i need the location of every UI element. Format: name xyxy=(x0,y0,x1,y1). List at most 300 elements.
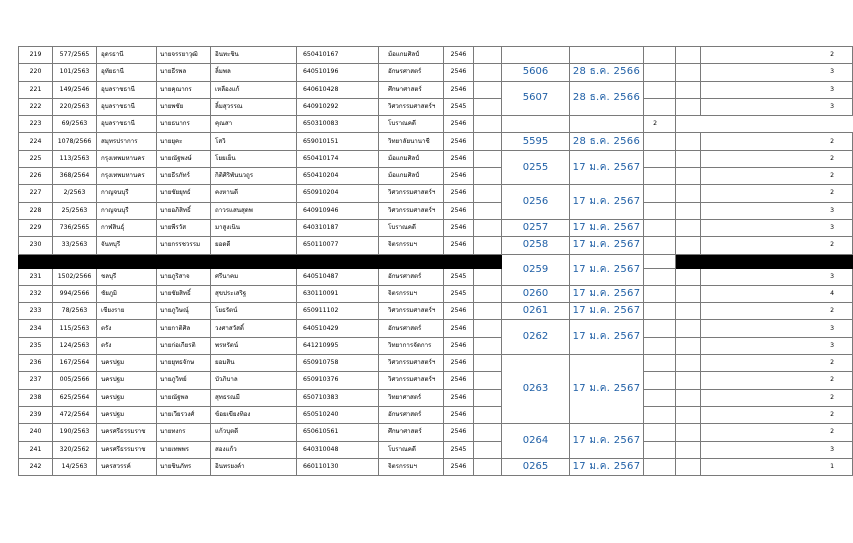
cell-sid: 640510487 xyxy=(297,268,379,285)
cell-no: 222 xyxy=(19,98,53,115)
cell-blank xyxy=(474,168,502,185)
cell-dept: ม้อแกมศิลป์ xyxy=(379,47,444,64)
cell-no: 220 xyxy=(19,64,53,81)
cell-blank xyxy=(644,320,676,337)
cell-no: 226 xyxy=(19,168,53,185)
cell-blank xyxy=(676,389,701,406)
cell-fname: นายธีรภัทร์ xyxy=(157,168,211,185)
doc-number: 0260 xyxy=(502,285,570,302)
cell-blank xyxy=(474,424,502,441)
cell-code: 115/2563 xyxy=(53,320,97,337)
cell-year: 2545 xyxy=(444,268,474,285)
cell-fname: นายเวียรวงศ์ xyxy=(157,406,211,423)
table-body xyxy=(19,47,853,476)
cell-dept: ศึกษาศาสตร์ xyxy=(379,424,444,441)
cell-lname: อินทรยงค์า xyxy=(211,458,297,475)
cell-blank xyxy=(474,81,502,98)
cell-dept: อักษรศาสตร์ xyxy=(379,64,444,81)
cell-code: 69/2563 xyxy=(53,116,97,133)
cell-no: 224 xyxy=(19,133,53,150)
cell-count: 2 xyxy=(701,303,853,320)
registry-table xyxy=(18,46,853,476)
cell-blank xyxy=(676,64,701,81)
cell-year: 2546 xyxy=(444,355,474,372)
cell-fname: นายภูวิษณุ์ xyxy=(157,303,211,320)
cell-dept: วิศวกรรมศาสตร์ฯ xyxy=(379,98,444,115)
cell-no: 228 xyxy=(19,202,53,219)
cell-blank xyxy=(644,441,676,458)
cell-blank xyxy=(474,303,502,320)
doc-date: 17 ม.ค. 2567 xyxy=(570,285,644,302)
cell-sid: 640310048 xyxy=(297,441,379,458)
table-row xyxy=(19,441,853,458)
cell-dept: ม้อแกมศิลป์ xyxy=(379,168,444,185)
cell-blank xyxy=(644,355,676,372)
cell-blank xyxy=(474,389,502,406)
table-row xyxy=(19,424,853,441)
cell-blank xyxy=(676,219,701,236)
cell-count: 3 xyxy=(701,64,853,81)
cell-blank xyxy=(474,185,502,202)
cell-blank xyxy=(474,320,502,337)
table-row xyxy=(19,372,853,389)
cell-blank xyxy=(676,150,701,167)
cell-lname: ยอมสิน xyxy=(211,355,297,372)
cell-code: 167/2564 xyxy=(53,355,97,372)
cell-dept: วิทยาลัยนานาชี xyxy=(379,133,444,150)
cell-lname: พรหรัตน์ xyxy=(211,337,297,354)
separator-row xyxy=(19,254,853,268)
separator-cell xyxy=(701,254,853,268)
cell-sid: 659010151 xyxy=(297,133,379,150)
cell-dept: ม้อแกมศิลป์ xyxy=(379,150,444,167)
cell-sid: 650911102 xyxy=(297,303,379,320)
separator-cell xyxy=(474,254,502,268)
cell-blank xyxy=(644,372,676,389)
cell-blank xyxy=(676,406,701,423)
cell-dept: จิตรกรรมฯ xyxy=(379,458,444,475)
cell-fname: นายคุณากร xyxy=(157,81,211,98)
cell-year: 2546 xyxy=(444,116,474,133)
cell-fname: นายยุคะ xyxy=(157,133,211,150)
cell-lname: โยยเย็น xyxy=(211,150,297,167)
cell-blank xyxy=(644,458,676,475)
cell-year: 2546 xyxy=(444,64,474,81)
cell-prov: อุบลราชธานี xyxy=(97,98,157,115)
separator-cell xyxy=(53,254,97,268)
cell-blank xyxy=(474,202,502,219)
cell-dept: อักษรศาสตร์ xyxy=(379,268,444,285)
cell-code: 368/2564 xyxy=(53,168,97,185)
cell-blank xyxy=(644,150,676,167)
cell-prov: อุบลราชธานี xyxy=(97,116,157,133)
cell-count: 3 xyxy=(701,268,853,285)
cell-blank xyxy=(474,219,502,236)
cell-blank xyxy=(644,424,676,441)
cell-dept: โบราณคดี xyxy=(379,116,444,133)
cell-sid: 650910376 xyxy=(297,372,379,389)
cell-count: 2 xyxy=(701,389,853,406)
doc-date: 17 ม.ค. 2567 xyxy=(570,458,644,475)
cell-blank xyxy=(644,303,676,320)
cell-fname: นายทงกร xyxy=(157,424,211,441)
doc-date: 28 ธ.ค. 2566 xyxy=(570,133,644,150)
cell-code: 2/2563 xyxy=(53,185,97,202)
doc-number: 0262 xyxy=(502,320,570,355)
table-row xyxy=(19,47,853,64)
table-row xyxy=(19,237,853,254)
cell-prov: นครปฐม xyxy=(97,389,157,406)
cell-blank xyxy=(644,47,676,64)
cell-lname: กิติศิริพันนวถูร xyxy=(211,168,297,185)
cell-code: 625/2564 xyxy=(53,389,97,406)
doc-number: 5607 xyxy=(502,81,570,116)
doc-date: 17 ม.ค. 2567 xyxy=(570,355,644,424)
cell-fname: นายพีรวัส xyxy=(157,219,211,236)
cell-blank xyxy=(644,64,676,81)
cell-fname: นายอภิสิทธิ์ xyxy=(157,202,211,219)
cell-code: 101/2563 xyxy=(53,64,97,81)
cell-no: 231 xyxy=(19,268,53,285)
cell-no: 229 xyxy=(19,219,53,236)
cell-sid: 640510429 xyxy=(297,320,379,337)
cell-no: 239 xyxy=(19,406,53,423)
cell-dept: โบราณคดี xyxy=(379,441,444,458)
cell-fname: นายก่อเกียรติ xyxy=(157,337,211,354)
cell-blank xyxy=(644,389,676,406)
doc-date: 17 ม.ค. 2567 xyxy=(570,219,644,236)
cell-prov: นครปฐม xyxy=(97,355,157,372)
cell-blank xyxy=(676,372,701,389)
cell-year: 2545 xyxy=(444,441,474,458)
table-row xyxy=(19,285,853,302)
cell-count: 3 xyxy=(701,202,853,219)
cell-code: 149/2546 xyxy=(53,81,97,98)
doc-date xyxy=(570,47,644,64)
cell-prov: อุทัยธานี xyxy=(97,64,157,81)
cell-year: 2546 xyxy=(444,202,474,219)
doc-date: 17 ม.ค. 2567 xyxy=(570,185,644,220)
cell-blank xyxy=(676,202,701,219)
separator-cell xyxy=(644,254,676,268)
cell-prov: จันทบุรี xyxy=(97,237,157,254)
cell-fname: นายณัฐพล xyxy=(157,389,211,406)
cell-code: 1502/2566 xyxy=(53,268,97,285)
cell-count: 2 xyxy=(701,406,853,423)
cell-blank xyxy=(644,81,676,98)
cell-no: 232 xyxy=(19,285,53,302)
cell-prov: อุบลราชธานี xyxy=(97,81,157,98)
cell-blank xyxy=(644,185,676,202)
cell-blank xyxy=(676,303,701,320)
cell-blank xyxy=(676,424,701,441)
cell-blank xyxy=(474,355,502,372)
cell-year: 2546 xyxy=(444,320,474,337)
cell-lname: ยอดดี xyxy=(211,237,297,254)
doc-date: 28 ธ.ค. 2566 xyxy=(570,64,644,81)
cell-blank xyxy=(474,237,502,254)
cell-dept: วิศวกรรมศาสตร์ฯ xyxy=(379,355,444,372)
cell-fname: นายภูวิทย์ xyxy=(157,372,211,389)
cell-no: 225 xyxy=(19,150,53,167)
cell-no: 238 xyxy=(19,389,53,406)
table-row xyxy=(19,320,853,337)
cell-count: 3 xyxy=(701,337,853,354)
cell-blank xyxy=(644,268,676,285)
cell-count: 3 xyxy=(701,98,853,115)
cell-dept: วิศวกรรมศาสตร์ฯ xyxy=(379,303,444,320)
cell-code: 320/2562 xyxy=(53,441,97,458)
table-row xyxy=(19,185,853,202)
cell-blank xyxy=(644,337,676,354)
cell-count: 2 xyxy=(701,133,853,150)
cell-count: 3 xyxy=(701,219,853,236)
cell-blank xyxy=(676,98,701,115)
cell-fname: นายพชัย xyxy=(157,98,211,115)
cell-fname: นายกรรชวรรม xyxy=(157,237,211,254)
separator-cell xyxy=(211,254,297,268)
cell-prov: เชียงราย xyxy=(97,303,157,320)
cell-fname: นายชัยยุทธ์ xyxy=(157,185,211,202)
cell-code: 124/2563 xyxy=(53,337,97,354)
separator-cell xyxy=(379,254,444,268)
cell-sid: 650410174 xyxy=(297,150,379,167)
cell-prov: กาญจนบุรี xyxy=(97,202,157,219)
cell-sid: 650610561 xyxy=(297,424,379,441)
cell-lname: ลิ้มพล xyxy=(211,64,297,81)
cell-lname: บัวภิบาล xyxy=(211,372,297,389)
cell-no: 235 xyxy=(19,337,53,354)
cell-code: 472/2564 xyxy=(53,406,97,423)
cell-blank xyxy=(474,441,502,458)
cell-sid: 650310083 xyxy=(297,116,379,133)
cell-dept: วิทยาศาสตร์ xyxy=(379,389,444,406)
doc-date: 17 ม.ค. 2567 xyxy=(570,424,644,459)
cell-fname: นายเทพพร xyxy=(157,441,211,458)
cell-blank xyxy=(644,133,676,150)
cell-count: 3 xyxy=(701,81,853,98)
cell-sid: 650910204 xyxy=(297,185,379,202)
cell-sid: 640510196 xyxy=(297,64,379,81)
cell-lname: โยธรัตน์ xyxy=(211,303,297,320)
cell-year: 2546 xyxy=(444,372,474,389)
cell-code: 220/2563 xyxy=(53,98,97,115)
cell-fname: นายชินภัทร xyxy=(157,458,211,475)
cell-lname: ลิ้มสุวรรณ xyxy=(211,98,297,115)
doc-number: 0259 xyxy=(502,254,570,285)
cell-blank xyxy=(676,285,701,302)
cell-lname: ถาวรแสนสุดพ xyxy=(211,202,297,219)
table-row xyxy=(19,389,853,406)
cell-code: 1078/2566 xyxy=(53,133,97,150)
cell-prov: นครสวรรค์ xyxy=(97,458,157,475)
table-row xyxy=(19,133,853,150)
separator-cell xyxy=(444,254,474,268)
cell-code: 25/2563 xyxy=(53,202,97,219)
cell-blank xyxy=(644,98,676,115)
cell-year: 2546 xyxy=(444,168,474,185)
cell-prov: ชัยภูมิ xyxy=(97,285,157,302)
doc-date: 17 ม.ค. 2567 xyxy=(570,237,644,254)
cell-sid: 630110091 xyxy=(297,285,379,302)
cell-blank xyxy=(474,285,502,302)
cell-lname: ข้อยเขียงทิอง xyxy=(211,406,297,423)
cell-year: 2546 xyxy=(444,303,474,320)
cell-prov: สมุทรปราการ xyxy=(97,133,157,150)
cell-count: 4 xyxy=(701,285,853,302)
cell-no: 219 xyxy=(19,47,53,64)
cell-fname: นายธนากร xyxy=(157,116,211,133)
cell-year: 2545 xyxy=(444,98,474,115)
doc-number: 0265 xyxy=(502,458,570,475)
cell-blank xyxy=(676,168,701,185)
cell-no: 237 xyxy=(19,372,53,389)
cell-sid: 660110130 xyxy=(297,458,379,475)
doc-number: 0264 xyxy=(502,424,570,459)
cell-no: 236 xyxy=(19,355,53,372)
cell-year: 2546 xyxy=(444,406,474,423)
cell-blank xyxy=(474,268,502,285)
cell-lname: เหลืองแก้ xyxy=(211,81,297,98)
cell-prov: กรุงเทพมหานคร xyxy=(97,168,157,185)
cell-fname: นายภูริสาจ xyxy=(157,268,211,285)
cell-blank xyxy=(474,64,502,81)
cell-code: 994/2566 xyxy=(53,285,97,302)
doc-number: 5606 xyxy=(502,64,570,81)
cell-blank xyxy=(474,116,502,133)
table-row xyxy=(19,406,853,423)
cell-year: 2546 xyxy=(444,424,474,441)
cell-blank xyxy=(644,237,676,254)
cell-no: 221 xyxy=(19,81,53,98)
cell-prov: กาญจนบุรี xyxy=(97,185,157,202)
doc-number: 0261 xyxy=(502,303,570,320)
table-row xyxy=(19,202,853,219)
separator-cell xyxy=(676,254,701,268)
cell-dept: ศึกษาศาสตร์ xyxy=(379,81,444,98)
cell-year: 2546 xyxy=(444,47,474,64)
doc-date: 28 ธ.ค. 2566 xyxy=(570,81,644,116)
cell-blank xyxy=(644,168,676,185)
cell-count: 2 xyxy=(644,116,676,133)
cell-blank xyxy=(644,406,676,423)
cell-dept: โบราณคดี xyxy=(379,219,444,236)
cell-code: 005/2566 xyxy=(53,372,97,389)
cell-blank xyxy=(474,98,502,115)
cell-no: 240 xyxy=(19,424,53,441)
cell-fname: นายยุทธจักษ xyxy=(157,355,211,372)
cell-year: 2546 xyxy=(444,389,474,406)
cell-code: 78/2563 xyxy=(53,303,97,320)
cell-code: 736/2565 xyxy=(53,219,97,236)
cell-count: 2 xyxy=(701,150,853,167)
cell-count: 2 xyxy=(701,355,853,372)
doc-date: 17 ม.ค. 2567 xyxy=(570,303,644,320)
doc-number: 0258 xyxy=(502,237,570,254)
cell-dept: จิตรกรรมฯ xyxy=(379,285,444,302)
cell-code: 577/2565 xyxy=(53,47,97,64)
cell-blank xyxy=(644,219,676,236)
cell-sid: 641210995 xyxy=(297,337,379,354)
cell-prov: นครปฐม xyxy=(97,372,157,389)
registry-sheet xyxy=(18,46,834,476)
cell-no: 233 xyxy=(19,303,53,320)
cell-sid: 650410204 xyxy=(297,168,379,185)
cell-fname: นายธีรพล xyxy=(157,64,211,81)
cell-blank xyxy=(474,150,502,167)
cell-prov: นครศรีธรรมราช xyxy=(97,424,157,441)
cell-count: 3 xyxy=(701,320,853,337)
cell-dept: วิทยาการจัดการ xyxy=(379,337,444,354)
cell-dept: จิตรกรรมฯ xyxy=(379,237,444,254)
table-row xyxy=(19,355,853,372)
cell-sid: 640610428 xyxy=(297,81,379,98)
cell-lname: คงหานดี xyxy=(211,185,297,202)
doc-date: 17 ม.ค. 2567 xyxy=(570,320,644,355)
cell-blank xyxy=(676,133,701,150)
cell-count: 2 xyxy=(701,47,853,64)
cell-blank xyxy=(676,185,701,202)
cell-no: 230 xyxy=(19,237,53,254)
cell-year: 2546 xyxy=(444,185,474,202)
cell-year: 2545 xyxy=(444,285,474,302)
cell-fname: นายจรรยาวุฒิ xyxy=(157,47,211,64)
cell-count: 2 xyxy=(701,185,853,202)
doc-number xyxy=(502,47,570,64)
table-row xyxy=(19,268,853,285)
cell-prov: ตรัง xyxy=(97,337,157,354)
cell-blank xyxy=(644,202,676,219)
separator-cell xyxy=(19,254,53,268)
cell-lname: วงศาสวัสดิ์ xyxy=(211,320,297,337)
cell-blank xyxy=(676,320,701,337)
cell-blank xyxy=(676,47,701,64)
table-row xyxy=(19,150,853,167)
cell-sid: 640310187 xyxy=(297,219,379,236)
cell-lname: แก้วบุตดี xyxy=(211,424,297,441)
cell-code: 33/2563 xyxy=(53,237,97,254)
cell-blank xyxy=(502,116,570,133)
cell-lname: อินทะชิน xyxy=(211,47,297,64)
cell-blank xyxy=(676,458,701,475)
cell-dept: อักษรศาสตร์ xyxy=(379,406,444,423)
table-row xyxy=(19,303,853,320)
cell-prov: อุดรธานี xyxy=(97,47,157,64)
cell-sid: 650710383 xyxy=(297,389,379,406)
cell-prov: กาฬสินธุ์ xyxy=(97,219,157,236)
table-row xyxy=(19,81,853,98)
cell-year: 2546 xyxy=(444,150,474,167)
cell-lname: สองแก้ว xyxy=(211,441,297,458)
cell-count: 2 xyxy=(701,372,853,389)
cell-blank xyxy=(676,337,701,354)
cell-lname: มาสูงเนิน xyxy=(211,219,297,236)
cell-count: 3 xyxy=(701,441,853,458)
cell-year: 2546 xyxy=(444,337,474,354)
cell-code: 113/2563 xyxy=(53,150,97,167)
cell-year: 2546 xyxy=(444,219,474,236)
cell-sid: 640910292 xyxy=(297,98,379,115)
cell-blank xyxy=(676,441,701,458)
cell-dept: วิศวกรรมศาสตร์ฯ xyxy=(379,202,444,219)
cell-blank xyxy=(474,337,502,354)
table-row xyxy=(19,64,853,81)
doc-date: 17 ม.ค. 2567 xyxy=(570,254,644,285)
table-row xyxy=(19,98,853,115)
cell-blank xyxy=(474,458,502,475)
cell-lname: สุขประเสริฐ xyxy=(211,285,297,302)
cell-year: 2546 xyxy=(444,81,474,98)
